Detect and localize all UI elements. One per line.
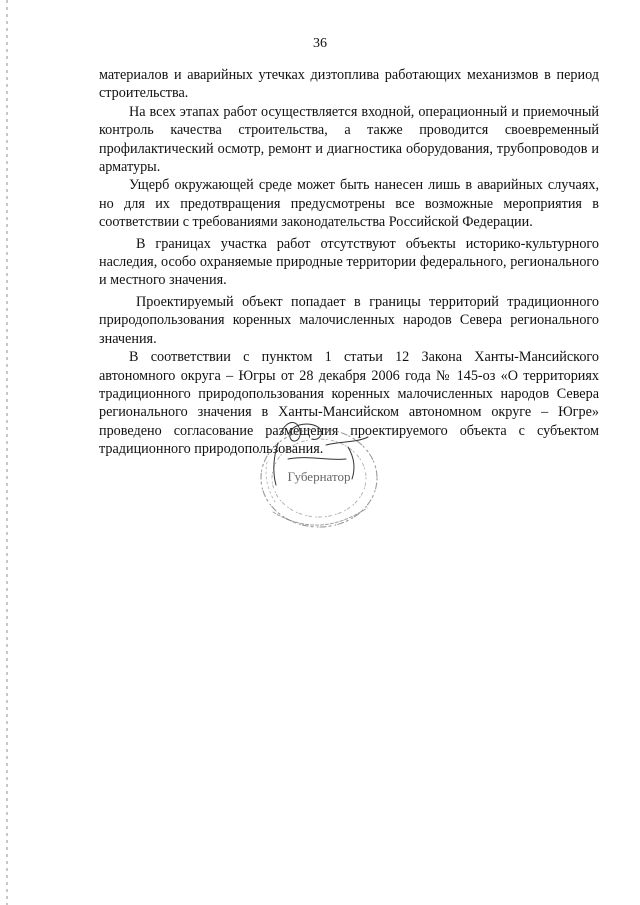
- paragraph-2: На всех этапах работ осуществляется входной, операционный и приемочный контроль качества строительства, а также проводится своевременный профилактический осмотр, ремонт и диагностика оборудования, трубопроводов и арматуры.: [99, 103, 599, 176]
- paragraph-1: материалов и аварийных утечках дизтоплива работающих механизмов в период строительства.: [99, 67, 599, 102]
- stamp-label: Губернатор: [287, 469, 351, 484]
- paragraph-3: Ущерб окружающей среде может быть нанесен лишь в аварийных случаях, но для их предотвращения предусмотрены все возможные мероприятия в соответствии с требованиями законодательства Российской Федерации.: [99, 177, 599, 231]
- paragraph-6: В соответствии с пунктом 1 статьи 12 Закона Ханты-Мансийского автономного округа – Югры от 28 декабря 2006 года № 145-оз «О территориях традиционного природопользования коренных малочисленных народов Севера регионального значения в Ханты-Мансийском автономном округе – Югре» проведено согласование размещения проектируемого объекта с субъектом традиционного природопользования.: [99, 349, 599, 458]
- paragraph-4: В границах участка работ отсутствуют объекты историко-культурного наследия, особо охраняемые природные территории федерального, регионального и местного значения.: [99, 235, 599, 289]
- page-number: 36: [313, 36, 327, 51]
- page-binding-edge: [6, 0, 8, 905]
- paragraph-5: Проектируемый объект попадает в границы территорий традиционного природопользования коренных малочисленных народов Севера регионального значения.: [99, 293, 599, 347]
- document-body: [99, 66, 599, 459]
